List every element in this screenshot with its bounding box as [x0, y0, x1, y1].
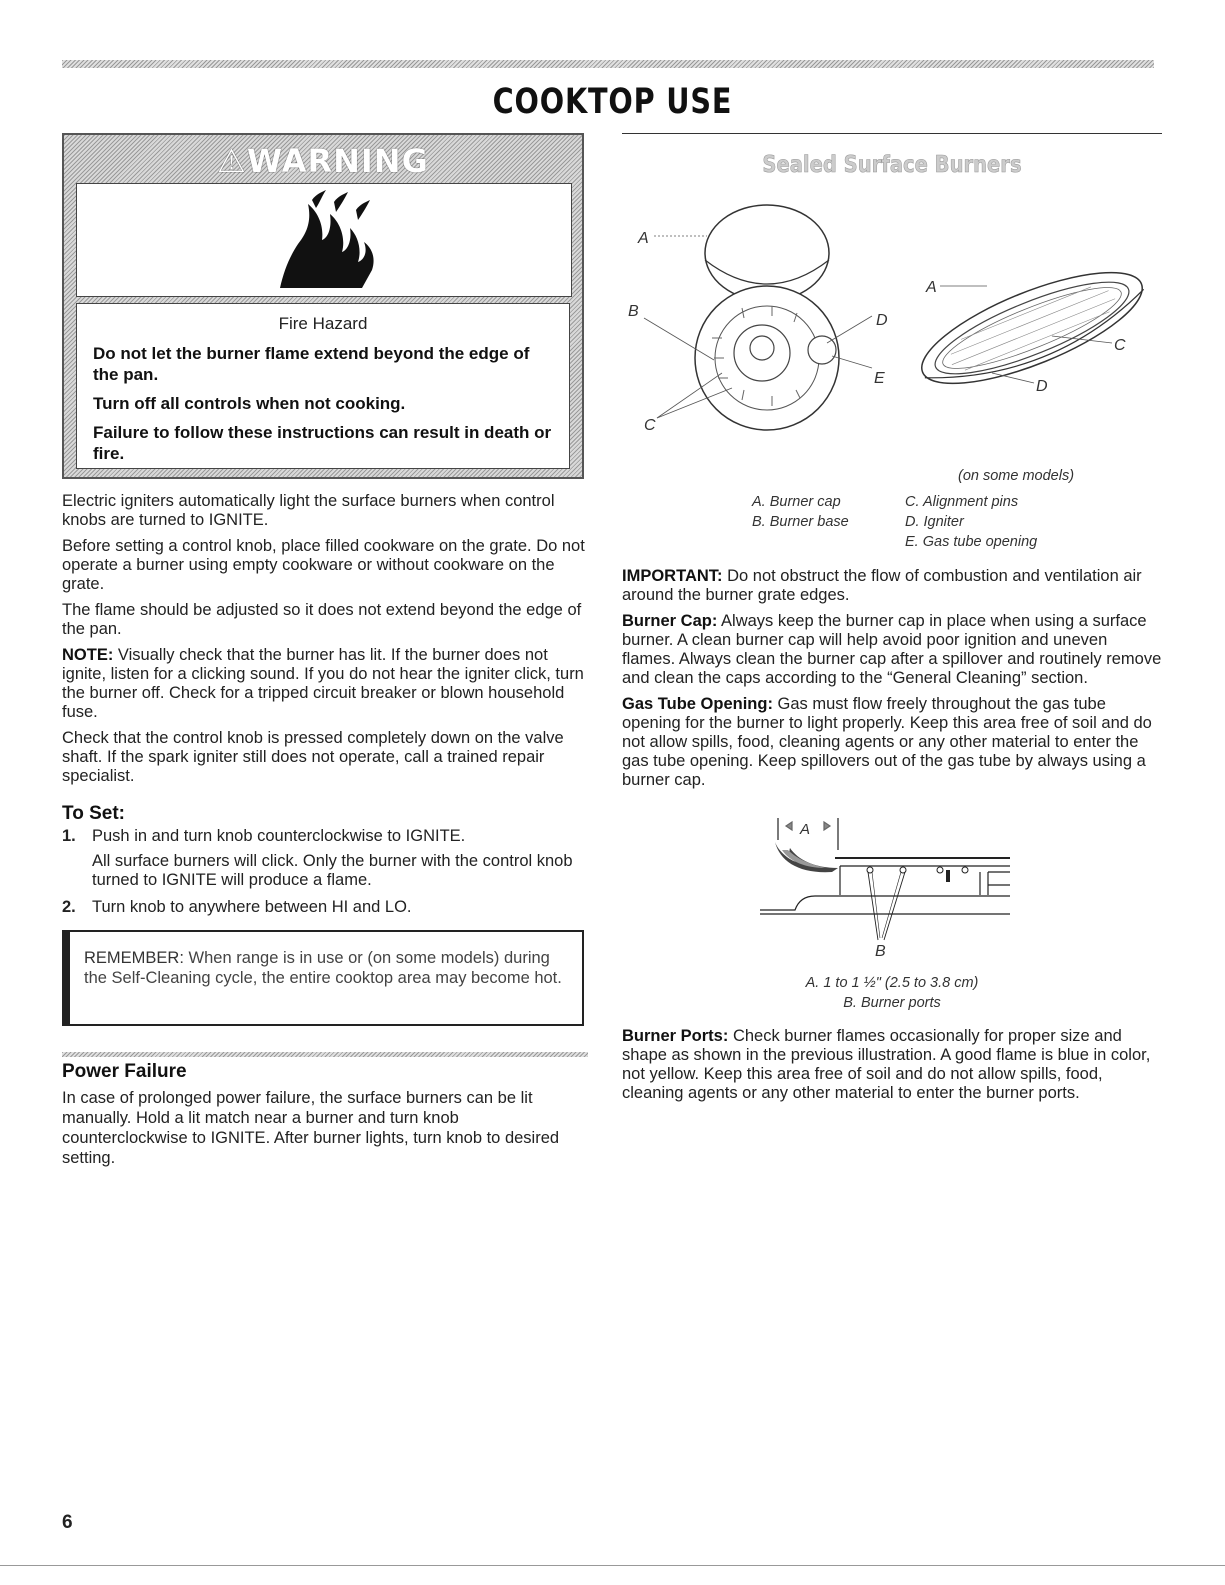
paragraph: Check that the control knob is pressed completely down on the valve shaft. If the spark igniter still does not operate, call a trained repair specialist.: [62, 729, 564, 785]
remember-box: [62, 930, 584, 1026]
gas-tube-text: Gas must flow freely throughout the gas tube opening for the burner to light properly. Keep this area free of soil and do not allow spills, food, cleaning agents or any other material to enter the gas tube opening. Keep spillovers out of the gas tube by always using a burner cap.: [622, 695, 1152, 789]
step-1-detail: All surface burners will click. Only the burner with the control knob turned to IGNITE will produce a flame.: [92, 852, 573, 889]
fig2-label-b: B: [875, 943, 886, 960]
hazard-title: Fire Hazard: [278, 314, 368, 333]
label-d: D: [876, 312, 888, 329]
label-c: C: [644, 417, 656, 434]
remember-text: When range is in use or (on some models) during the Self-Cleaning cycle, the entire cooktop area may become hot.: [84, 949, 562, 987]
fig2-caption-a: A. 1 to 1 ½" (2.5 to 3.8 cm): [805, 975, 979, 991]
note-paragraph: [62, 646, 587, 722]
caption-c: C. Alignment pins: [905, 494, 1019, 510]
bottom-rule: [0, 1565, 1225, 1566]
note-text: Visually check that the burner has lit. If the burner does not ignite, listen for a clicking sound. If you do not hear the igniter click, turn the burner off. Check for a tripped circuit breaker or blown household fuse.: [62, 646, 584, 721]
warning-header: ⚠WARNING: [217, 142, 429, 180]
divider: [62, 1052, 588, 1057]
section-rule: [622, 133, 1162, 134]
paragraph: Electric igniters automatically light the surface burners when control knobs are turned to IGNITE.: [62, 492, 555, 529]
step-text: Turn knob to anywhere between HI and LO.: [92, 898, 412, 916]
top-decorative-bar: [62, 60, 1154, 68]
on-some-models-note: (on some models): [958, 468, 1075, 484]
warning-box: [62, 133, 584, 479]
left-column: [62, 492, 587, 923]
burner-ports-text: Check burner flames occasionally for proper size and shape as shown in the previous illustration. A good flame is blue in color, not yellow. Keep this area free of soil and do not allow spills, food, cleaning agents or any other material to enter the burner ports.: [622, 1027, 1151, 1102]
oval-label-d: D: [1036, 378, 1048, 395]
oval-label-a: A: [926, 279, 937, 296]
step-number: 1.: [62, 827, 76, 845]
gas-tube-paragraph: [622, 695, 1162, 790]
page-number: 6: [62, 1512, 73, 1533]
burner-cap-label: Burner Cap:: [622, 612, 718, 630]
burner-ports-label: Burner Ports:: [622, 1027, 729, 1045]
step-text: Push in and turn knob counterclockwise to IGNITE.: [92, 827, 466, 845]
section-title: Sealed Surface Burners: [762, 152, 1022, 178]
right-column: [622, 567, 1162, 797]
warning-line: Do not let the burner flame extend beyond the edge of the pan.: [93, 344, 530, 384]
paragraph: Before setting a control knob, place filled cookware on the grate. Do not operate a burner using empty cookware or without cookware on the grate.: [62, 537, 585, 593]
caption-a: A. Burner cap: [752, 494, 841, 510]
page-title: COOKTOP USE: [492, 82, 733, 122]
label-a: A: [638, 230, 649, 247]
warning-line: Failure to follow these instructions can result in death or fire.: [93, 423, 552, 463]
label-e: E: [874, 370, 885, 387]
fig2-label-a: A: [800, 821, 811, 838]
power-failure-section: [62, 1062, 588, 1168]
burner-cap-paragraph: [622, 612, 1162, 688]
important-label: IMPORTANT:: [622, 567, 723, 585]
burner-ports-paragraph: [622, 1027, 1162, 1103]
step-1: [62, 827, 587, 846]
warning-line: Turn off all controls when not cooking.: [93, 394, 406, 413]
note-label: NOTE:: [62, 646, 114, 664]
burner-cap-text: Always keep the burner cap in place when using a surface burner. A clean burner cap will help avoid poor ignition and uneven flames. Always clean the burner cap after a spillover and routinely remove and clean the caps according to the “General Cleaning” section.: [622, 612, 1162, 687]
important-paragraph: [622, 567, 1162, 605]
warning-body: [76, 303, 570, 469]
step-2: [62, 898, 587, 917]
flame-shape: [775, 842, 838, 872]
warning-icon-area: [76, 183, 572, 297]
paragraph: The flame should be adjusted so it does not extend beyond the edge of the pan.: [62, 601, 582, 638]
oval-label-c: C: [1114, 337, 1126, 354]
power-failure-text: In case of prolonged power failure, the surface burners can be lit manually. Hold a lit match near a burner and turn knob counterclockwise to IGNITE. After burner lights, turn knob to desired setting.: [62, 1089, 560, 1167]
to-set-heading: To Set:: [62, 803, 125, 824]
label-b: B: [628, 303, 639, 320]
flame-diagram: [760, 810, 1020, 960]
step-number: 2.: [62, 898, 76, 916]
caption-b: B. Burner base: [752, 514, 849, 530]
caption-e: E. Gas tube opening: [905, 534, 1038, 550]
gas-tube-label: Gas Tube Opening:: [622, 695, 773, 713]
burner-ports-section: [622, 1027, 1162, 1103]
important-text: Do not obstruct the flow of combustion and ventilation air around the burner grate edges.: [622, 567, 1142, 604]
fire-icon: [77, 184, 571, 296]
burner-diagram: [622, 188, 1162, 478]
caption-d: D. Igniter: [905, 514, 964, 530]
power-failure-heading: Power Failure: [62, 1061, 187, 1082]
remember-label: REMEMBER:: [84, 949, 184, 967]
fig2-caption-b: B. Burner ports: [843, 995, 941, 1011]
